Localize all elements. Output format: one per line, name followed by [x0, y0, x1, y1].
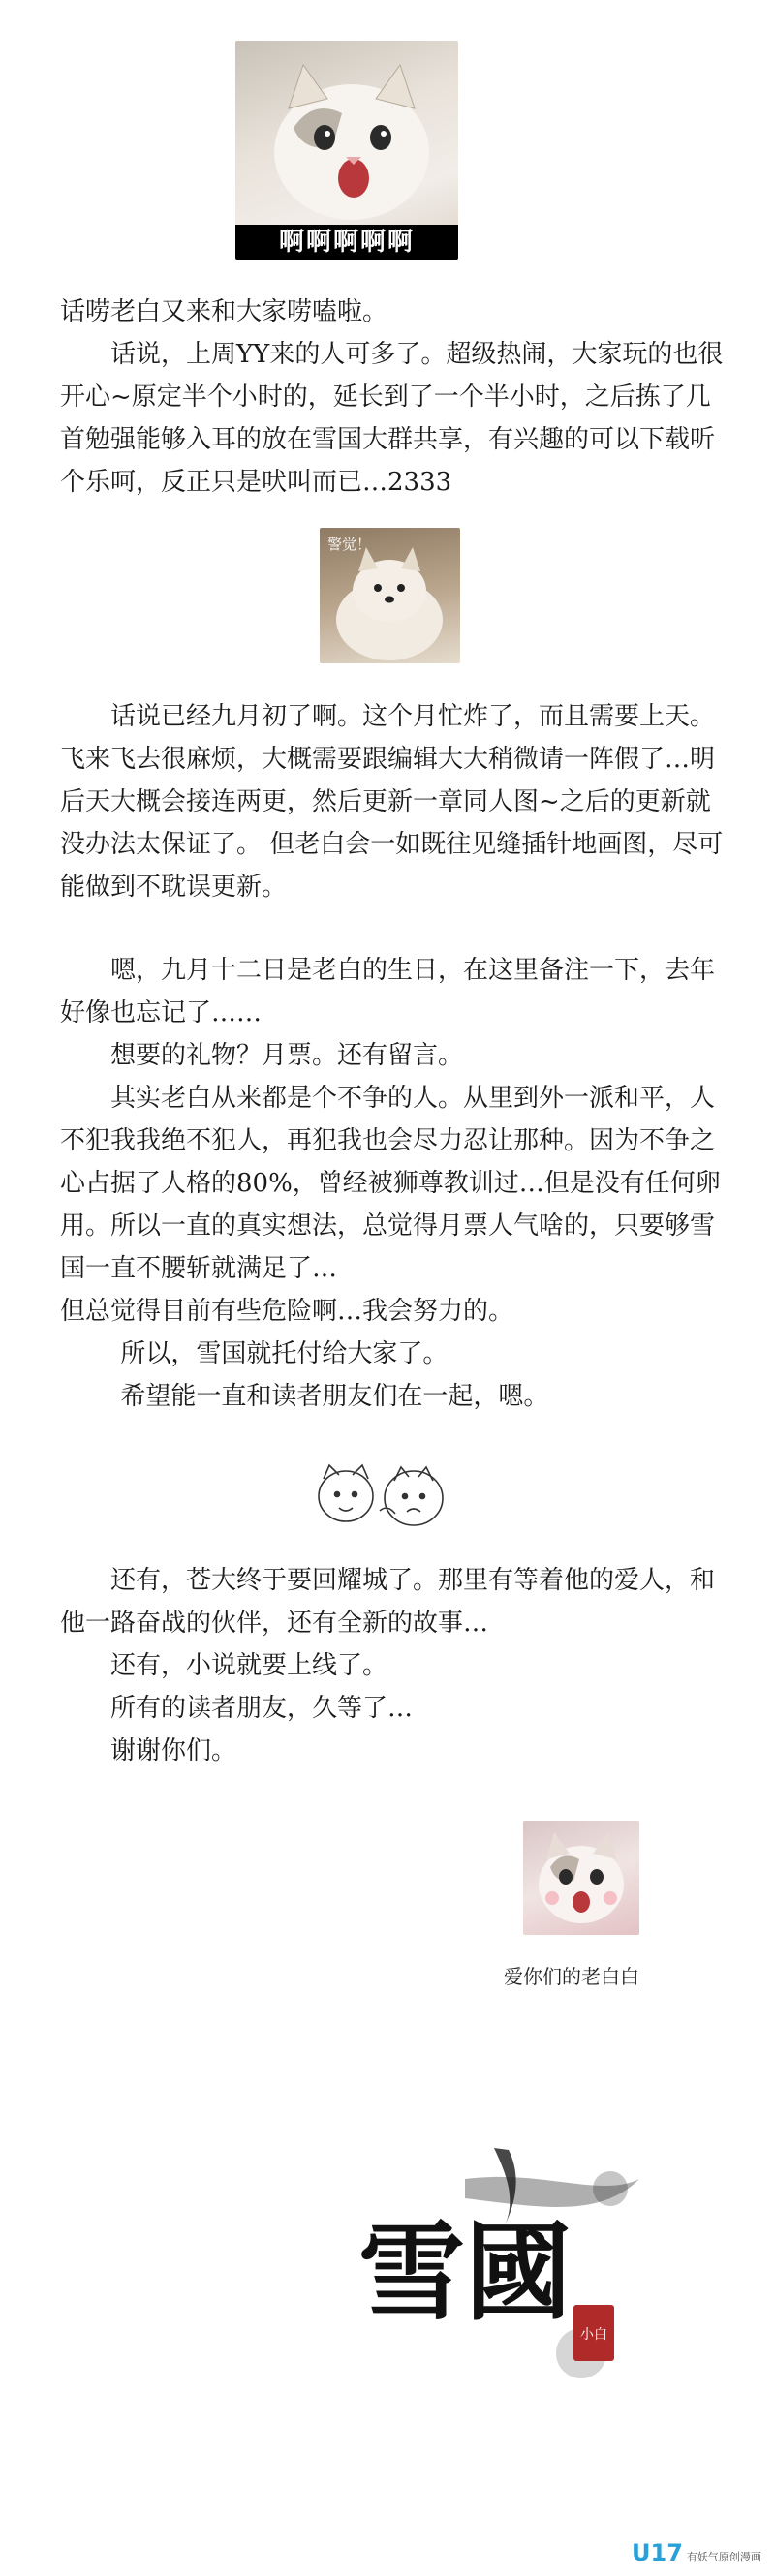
paragraph-busy-month: 话说已经九月初了啊。这个月忙炸了，而且需要上天。飞来飞去很麻烦，大概需要跟编辑大大稍微请一阵假了…明后天大概会接连两更，然后更新一章同人图~之后的更新就没办法太保证了。 但老白会一如既往见缝插针地画图，尽可能做到不耽误更新。	[60, 702, 724, 902]
dog-image-tag: 警觉！	[327, 536, 372, 553]
paragraph-birthday: 嗯，九月十二日是老白的生日，在这里备注一下，去年好像也忘记了……	[60, 956, 716, 1027]
paragraph-yy-event: 话说，上周YY来的人可多了。超级热闹，大家玩的也很开心~原定半个小时的，延长到了一个半小时，之后拣了几首勉强能够入耳的放在雪国大群共享，有兴趣的可以下载听个乐呵，反正只是吠叫而已…2333	[60, 340, 724, 497]
alert-dog-image	[320, 528, 460, 663]
paragraph-thanks: 谢谢你们。	[110, 1736, 237, 1765]
paragraph-personality: 其实老白从来都是个不争的人。从里到外一派和平，人不犯我我绝不犯人，再犯我也会尽力忍让那种。因为不争之心占据了人格的80%，曾经被狮尊教训过…但是没有任何卵用。	[60, 1084, 721, 1241]
paragraph-entrust: 所以，雪国就托付给大家了。	[120, 1339, 449, 1368]
paragraph-novel: 还有，小说就要上线了。	[110, 1651, 388, 1680]
paragraph-danger: 但总觉得目前有些危险啊…我会努力的。	[60, 1297, 514, 1326]
paragraph-gifts: 想要的礼物？月票。还有留言。	[110, 1041, 464, 1070]
logo-seal: 小白	[580, 2327, 607, 2343]
small-cat-illustration	[523, 1821, 639, 1935]
small-cat-image	[523, 1821, 639, 1935]
logo-title: 雪國	[358, 2210, 572, 2335]
meme-illustration	[302, 1457, 462, 1535]
screaming-cat-image	[235, 41, 458, 260]
watermark-brand: U17	[632, 2539, 683, 2566]
signature: 爱你们的老白白	[504, 1965, 639, 1988]
logo-brush-art	[349, 2140, 659, 2392]
cat-illustration	[235, 41, 458, 225]
paragraph-hope: 希望能一直和读者朋友们在一起，嗯。	[120, 1382, 549, 1411]
greeting-line: 话唠老白又来和大家唠嗑啦。	[60, 297, 388, 326]
sketch-meme-image	[302, 1457, 462, 1535]
snow-country-logo	[349, 2140, 659, 2392]
paragraph-real-thoughts: 所以一直的真实想法，总觉得月票人气啥的，只要够雪国一直不腰斩就满足了…	[60, 1211, 716, 1283]
image-caption: 啊啊啊啊啊	[235, 225, 458, 260]
paragraph-story-news: 还有，苍大终于要回耀城了。那里有等着他的爱人，和他一路奋战的伙伴，还有全新的故事…	[60, 1566, 716, 1638]
site-watermark	[632, 2539, 761, 2566]
watermark-sub: 有妖气原创漫画	[686, 2551, 761, 2563]
paragraph-readers: 所有的读者朋友，久等了…	[110, 1694, 414, 1723]
